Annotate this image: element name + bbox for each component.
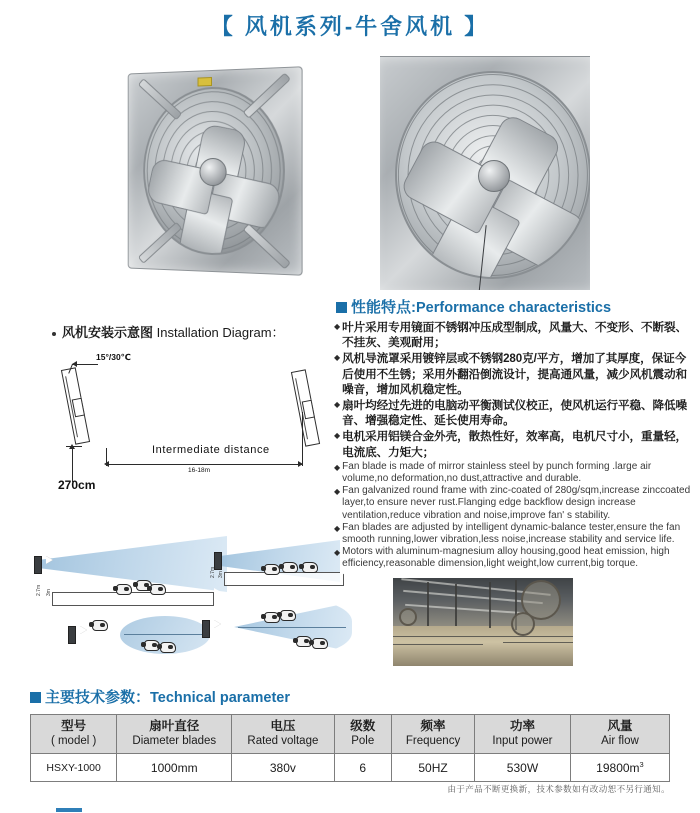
airflow-height-tag: 2.7m (210, 566, 216, 578)
cell-input-power: 530W (475, 754, 571, 782)
airflow-exponent: 3 (639, 760, 644, 769)
performance-item-cn (334, 320, 696, 350)
barn-floor-area (393, 626, 573, 666)
cow-figure (302, 562, 318, 573)
technical-heading (30, 686, 290, 707)
column-header-en: Air flow (601, 735, 639, 747)
distance-line (106, 464, 302, 465)
diamond-bullet-icon: ◆ (334, 548, 341, 558)
height-line (72, 446, 73, 482)
column-header-en: ( model ) (50, 735, 97, 747)
column-header-en: Rated voltage (247, 735, 319, 747)
fan-hub (478, 160, 510, 192)
column-header-cn: 扇叶直径 (149, 719, 200, 733)
warning-label (198, 77, 212, 87)
product-photo-fan-full (110, 52, 315, 290)
technical-heading-cn: 主要技术参数： (45, 689, 151, 706)
diamond-bullet-icon: ◆ (334, 322, 341, 331)
column-header-input-power (475, 715, 571, 754)
performance-item-cn (334, 429, 696, 459)
airflow-fan-icon (202, 620, 210, 638)
diamond-bullet-icon: ◆ (334, 431, 341, 441)
performance-item-text: 风机导流罩采用镀锌层或不锈钢280克/平方，增加了其厚度，保证今后使用不生锈；采用外翻沿倒流设计，提高通风量，减少风机震动和噪音，增加风机稳定性。 (342, 352, 687, 396)
airflow-ground-rule (224, 572, 344, 586)
column-header-cn: 电压 (270, 719, 296, 733)
cell-diameter: 1000mm (117, 754, 232, 782)
installation-heading (52, 322, 285, 341)
fan-hub (199, 158, 226, 186)
bullet-dot-icon (52, 332, 56, 336)
frame-brace (243, 73, 291, 119)
performance-item-text: 叶片采用专用镜面不锈钢冲压成型制成，风量大、不变形、不断裂、不挂灰、美观耐用； (342, 321, 687, 350)
tick-line (66, 446, 82, 447)
cow-figure (282, 562, 298, 573)
cell-model: HSXY-1000 (31, 754, 117, 782)
diamond-bullet-icon: ◆ (334, 523, 341, 533)
cow-figure (160, 642, 176, 653)
fan-square-frame-closeup (380, 56, 590, 290)
bottom-accent-bar (56, 808, 82, 812)
technical-heading-en: Technical parameter (150, 690, 290, 706)
airflow-arrow-icon (214, 588, 221, 596)
performance-item-text: Fan blade is made of mirror stainless steel by punch forming .large air volume,no deformation,no dust,attractive and durable. (342, 460, 652, 485)
table-disclaimer: 由于产品不断更换新，技术参数如有改动恕不另行通知。 (447, 784, 670, 794)
airflow-axis (124, 634, 204, 635)
column-header-cn: 级数 (350, 719, 376, 733)
airflow-axis (238, 627, 346, 628)
page-bottom-strip (56, 808, 356, 813)
tick-line (106, 448, 107, 466)
diamond-bullet-icon: ◆ (334, 400, 341, 410)
barn-interior-photo (393, 578, 573, 666)
diagram-span-label: 16-18m (188, 467, 211, 474)
installation-heading-cn: 风机安装示意图 (62, 325, 154, 340)
performance-item-text: Fan blades are adjusted by intelligent dynamic-balance tester,ensure the fan smooth running,lower vibration,less noise,increase stability and service life. (342, 521, 681, 546)
airflow-height-tag: 3m (46, 589, 52, 596)
square-marker-icon (30, 692, 41, 703)
product-photo-row (110, 52, 590, 290)
performance-heading-en: Performance characteristics (416, 300, 612, 316)
diagram-distance-label: Intermediate distance (152, 444, 270, 456)
installed-fan (511, 612, 535, 636)
stall-rail (503, 642, 573, 643)
cow-figure (150, 584, 166, 595)
square-marker-icon (336, 302, 347, 313)
column-header-en: Frequency (405, 735, 461, 747)
airflow-arrow-icon (46, 556, 53, 564)
performance-item-text: Motors with aluminum-magnesium alloy housing,good heat emission, high efficiency,reasonable dimension,light weight,low current,big torque. (342, 546, 670, 570)
diagram-height-label: 270cm (58, 478, 96, 492)
cell-frequency: 50HZ (392, 754, 475, 782)
leader-arrow (72, 361, 77, 367)
cell-airflow (570, 754, 669, 782)
performance-item-en (334, 522, 696, 546)
airflow-height-tag: 2.7m (36, 584, 42, 596)
airflow-diagrams (24, 528, 354, 660)
performance-item-cn (334, 398, 696, 428)
performance-bullet-list (334, 320, 696, 571)
column-header-pole (334, 715, 392, 754)
performance-heading (336, 296, 611, 317)
diamond-bullet-icon: ◆ (334, 353, 341, 363)
tick-line (302, 412, 303, 466)
column-header-voltage (232, 715, 334, 754)
fan-square-frame (128, 66, 303, 276)
table-header-row (31, 715, 670, 754)
page-title: 【 风机系列-牛舍风机 】 (210, 14, 490, 39)
airflow-fan-icon (34, 556, 42, 574)
table-row (31, 754, 670, 782)
support-post (427, 582, 429, 626)
stall-rail (393, 644, 483, 645)
airflow-height-tag: 3m (218, 571, 224, 578)
installed-fan (399, 608, 417, 626)
cow-figure (116, 584, 132, 595)
fan-grille-area-closeup (395, 71, 590, 279)
cow-figure (92, 620, 108, 631)
installation-heading-en: Installation Diagram： (156, 325, 285, 340)
support-post (489, 582, 491, 628)
column-header-model (31, 715, 117, 754)
support-post (455, 584, 457, 626)
cow-figure (264, 564, 280, 575)
cell-pole: 6 (334, 754, 392, 782)
frame-brace (243, 223, 291, 269)
column-header-cn: 型号 (61, 719, 87, 733)
airflow-fan-icon (68, 626, 76, 644)
frame-brace (138, 222, 182, 264)
column-header-cn: 风量 (607, 719, 633, 733)
column-header-en: Diameter blades (132, 735, 217, 747)
diamond-bullet-icon: ◆ (334, 462, 341, 472)
cow-figure (280, 610, 296, 621)
installation-diagram (60, 352, 340, 502)
performance-item-en (334, 546, 696, 570)
diagram-fan-unit-left (61, 367, 90, 444)
diamond-bullet-icon: ◆ (334, 487, 341, 497)
airflow-arrow-icon (214, 620, 221, 628)
cell-voltage: 380v (232, 754, 334, 782)
diagram-fan-unit-right (291, 369, 320, 446)
airflow-ground-rule (52, 592, 214, 606)
performance-item-cn (334, 351, 696, 397)
column-header-en: Input power (492, 735, 553, 747)
airflow-value: 19800m (596, 761, 640, 775)
performance-item-en (334, 461, 696, 485)
column-header-cn: 功率 (509, 719, 535, 733)
cow-figure (312, 638, 328, 649)
column-header-cn: 频率 (420, 719, 446, 733)
diagram-angle-label: 15°/30℃ (96, 352, 131, 362)
performance-item-en (334, 485, 696, 522)
airflow-arrow-icon (80, 626, 87, 634)
stall-rail (393, 636, 573, 637)
performance-heading-cn: 性能特点: (351, 299, 416, 316)
technical-parameter-table (30, 714, 670, 782)
column-header-airflow (570, 715, 669, 754)
performance-item-text: Fan galvanized round frame with zinc-coated of 280g/sqm,increase zinccoated layer,to ensure never rust.Flanging edge backflow design increase ventilation,reduce vibration and noise,improve fan' s stability. (342, 485, 691, 521)
column-header-diameter (117, 715, 232, 754)
column-header-en: Pole (351, 735, 375, 747)
column-header-frequency (392, 715, 475, 754)
product-photo-fan-closeup (380, 52, 590, 290)
performance-item-text: 电机采用铝镁合金外壳，散热性好，效率高，电机尺寸小，重量轻，电流底、力矩大； (342, 430, 687, 459)
performance-item-text: 扇叶均经过先进的电脑动平衡测试仪校正，使风机运行平稳、降低噪音、增强稳定性、延长使用寿命。 (342, 399, 687, 428)
